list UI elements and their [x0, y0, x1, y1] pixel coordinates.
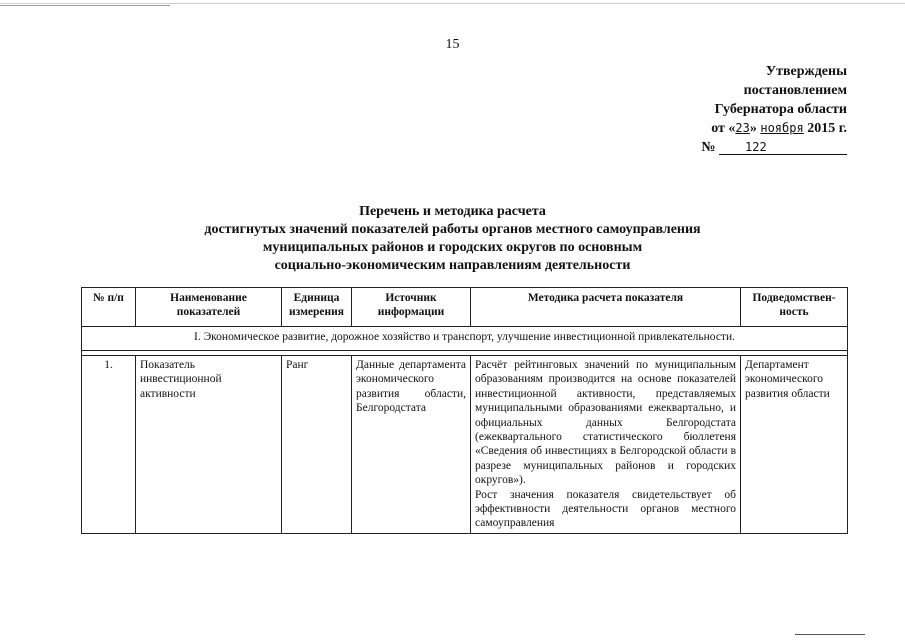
date-month: ноября [760, 121, 804, 135]
header-unit: Единица измерения [282, 288, 352, 327]
header-source: Источник информации [352, 288, 471, 327]
approval-line-2: постановлением [743, 83, 847, 98]
approval-block [597, 62, 847, 157]
method-paragraph-1: Расчёт рейтинговых значений по муниципальным образованиям производится на основе показателей инвестиционной активности, представляемых муниципальными образованиями ежеквартально, и официальных данных Белгородстата (ежеквартального статистического бюллетеня «Сведения об инвестициях в Белгородской области в разрезе муниципальных районов и городских округов»). [475, 359, 736, 487]
table-row [82, 356, 848, 534]
approval-number [597, 138, 847, 157]
scan-edge-line [795, 634, 865, 635]
document-title [0, 203, 905, 275]
method-paragraph-2: Рост значения показателя свидетельствует об эффективности деятельности органов местного самоуправления [475, 488, 736, 530]
title-line-1: Перечень и методика расчета [359, 204, 546, 219]
scan-edge-line [0, 3, 905, 4]
row-method [471, 356, 741, 534]
title-line-3: муниципальных районов и городских округов по основным [262, 240, 643, 255]
section-row [82, 327, 848, 351]
number-value: 122 [719, 140, 847, 155]
header-name: Наименование показателей [136, 288, 282, 327]
date-mid: » [749, 121, 757, 136]
title-line-2: достигнутых значений показателей работы органов местного самоуправления [204, 222, 701, 237]
date-year: 2015 г. [807, 121, 847, 136]
row-unit: Ранг [282, 356, 352, 534]
header-method: Методика расчета показателя [471, 288, 741, 327]
approval-date [597, 119, 847, 138]
row-name: Показатель инвестиционной активности [136, 356, 282, 534]
section-title: I. Экономическое развитие, дорожное хозяйство и транспорт, улучшение инвестиционной привлекательности. [82, 327, 848, 351]
row-source: Данные департамента экономического развития области, Белгородстата [352, 356, 471, 534]
approval-line-3: Губернатора области [714, 102, 847, 117]
title-line-4: социально-экономическим направлениям деятельности [274, 258, 631, 273]
indicators-table [81, 287, 848, 534]
table-header-row [82, 288, 848, 327]
date-prefix: от « [711, 121, 736, 136]
header-dept: Подведомствен-ность [741, 288, 848, 327]
scan-edge-line [0, 5, 170, 6]
header-num: № п/п [82, 288, 136, 327]
row-dept: Департамент экономического развития области [741, 356, 848, 534]
approval-line-1: Утверждены [765, 64, 847, 79]
row-num: 1. [82, 356, 136, 534]
page-number: 15 [445, 37, 460, 52]
number-label: № [701, 140, 716, 155]
date-day: 23 [735, 121, 750, 135]
